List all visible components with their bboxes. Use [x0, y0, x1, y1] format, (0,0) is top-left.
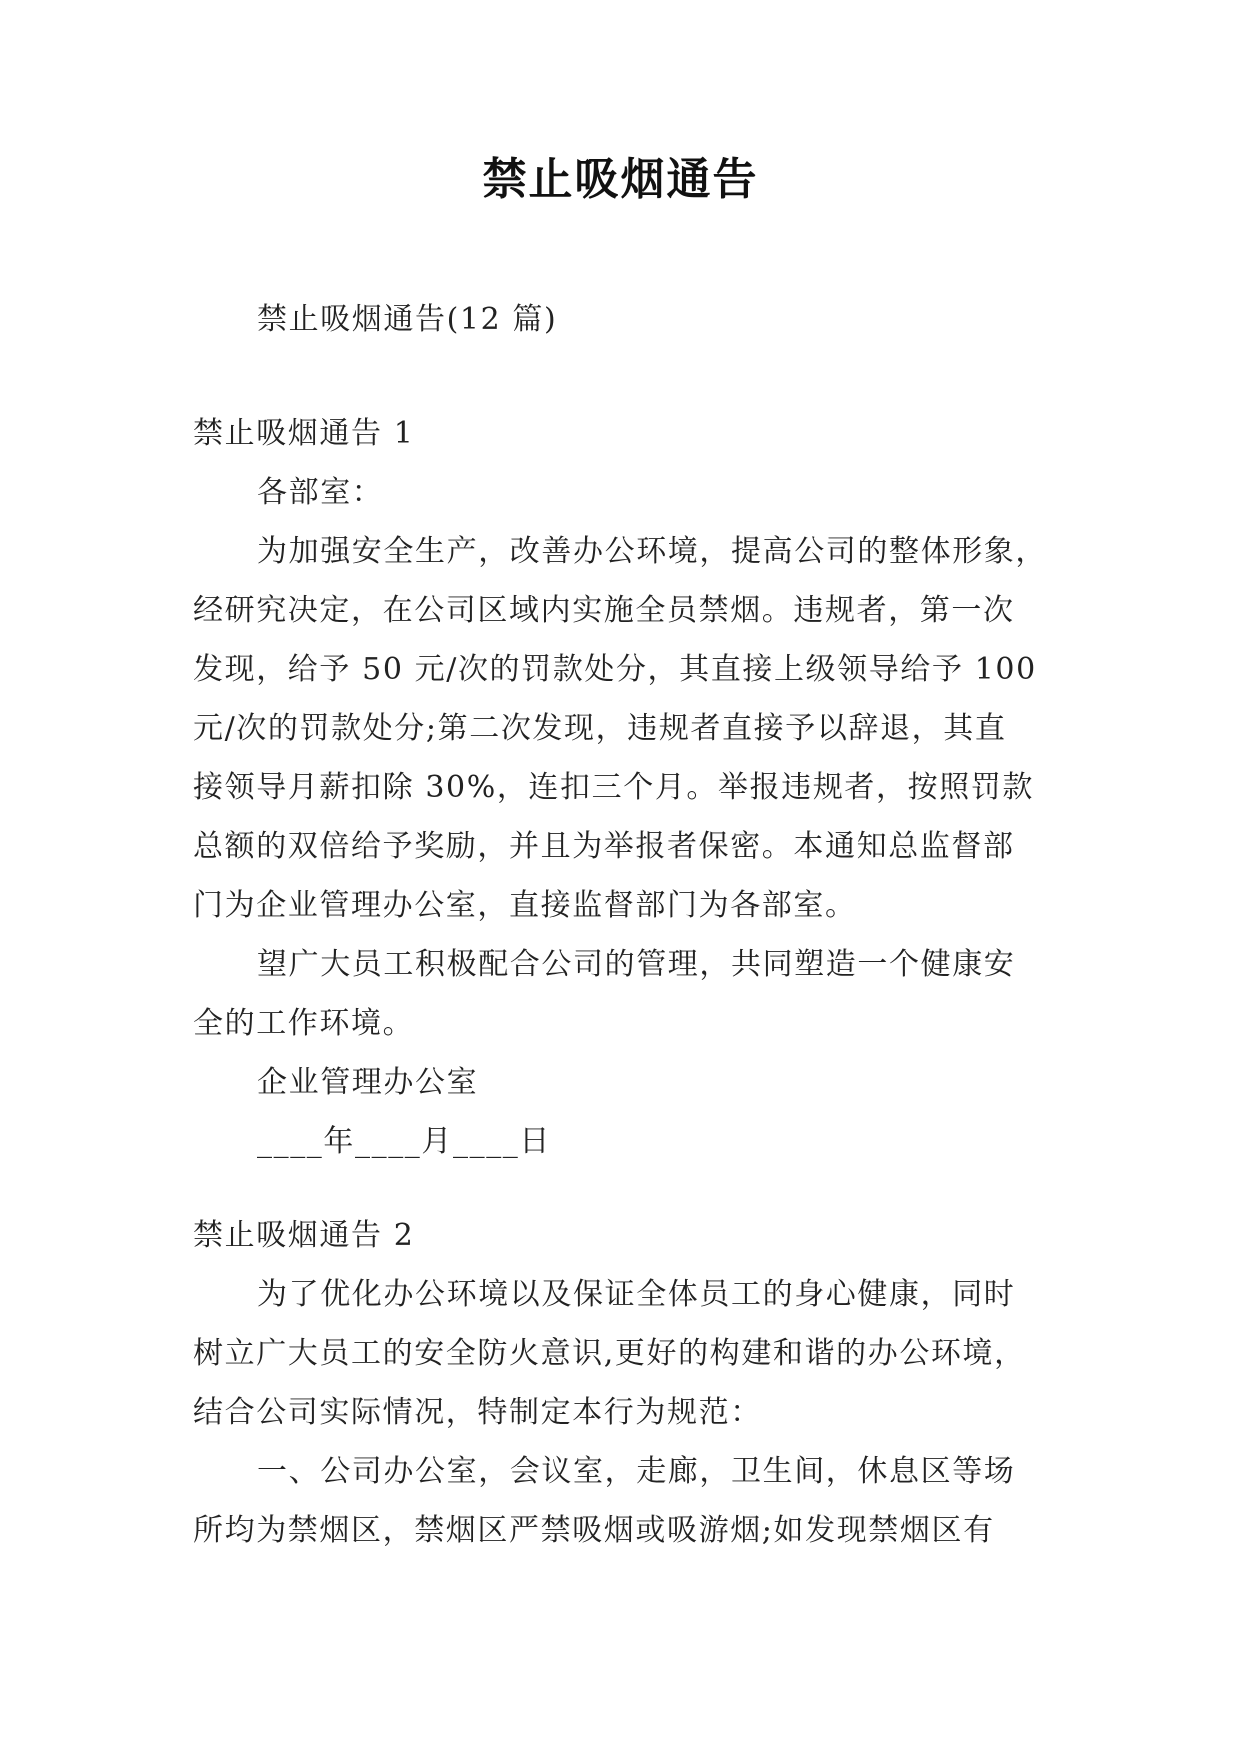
section-1: [193, 404, 1055, 1171]
paragraph-line: 总额的双倍给予奖励，并且为举报者保密。本通知总监督部: [193, 829, 1015, 864]
section-2: [193, 1206, 1055, 1560]
paragraph-line: 为加强安全生产，改善办公环境，提高公司的整体形象，: [257, 534, 1047, 569]
document-subtitle: 禁止吸烟通告(12 篇): [257, 302, 558, 337]
paragraph-line: 结合公司实际情况，特制定本行为规范：: [193, 1395, 762, 1430]
rule-line: 所均为禁烟区，禁烟区严禁吸烟或吸游烟;如发现禁烟区有: [193, 1513, 995, 1548]
section-heading: 禁止吸烟通告 2: [193, 1218, 415, 1253]
signature: 企业管理办公室: [257, 1065, 479, 1100]
closing-line: 全的工作环境。: [193, 1006, 415, 1041]
paragraph-line: 门为企业管理办公室，直接监督部门为各部室。: [193, 888, 857, 923]
date-line: ____年____月____日: [257, 1124, 551, 1159]
paragraph-line: 经研究决定，在公司区域内实施全员禁烟。违规者，第一次: [193, 593, 1015, 628]
paragraph-line: 接领导月薪扣除 30%，连扣三个月。举报违规者，按照罚款: [193, 770, 1035, 805]
paragraph-line: 元/次的罚款处分;第二次发现，违规者直接予以辞退，其直: [193, 711, 1007, 746]
page-title: 禁止吸烟通告: [482, 154, 759, 205]
rule-line: 一、公司办公室，会议室，走廊，卫生间，休息区等场: [257, 1454, 1016, 1489]
paragraph-line: 树立广大员工的安全防火意识,更好的构建和谐的办公环境，: [193, 1336, 1026, 1371]
section-heading: 禁止吸烟通告 1: [193, 416, 415, 451]
paragraph-line: 为了优化办公环境以及保证全体员工的身心健康，同时: [257, 1277, 1016, 1312]
paragraph-line: 发现，给予 50 元/次的罚款处分，其直接上级领导给予 100: [193, 652, 1037, 687]
closing-line: 望广大员工积极配合公司的管理，共同塑造一个健康安: [257, 947, 1016, 982]
salutation: 各部室：: [257, 475, 384, 510]
